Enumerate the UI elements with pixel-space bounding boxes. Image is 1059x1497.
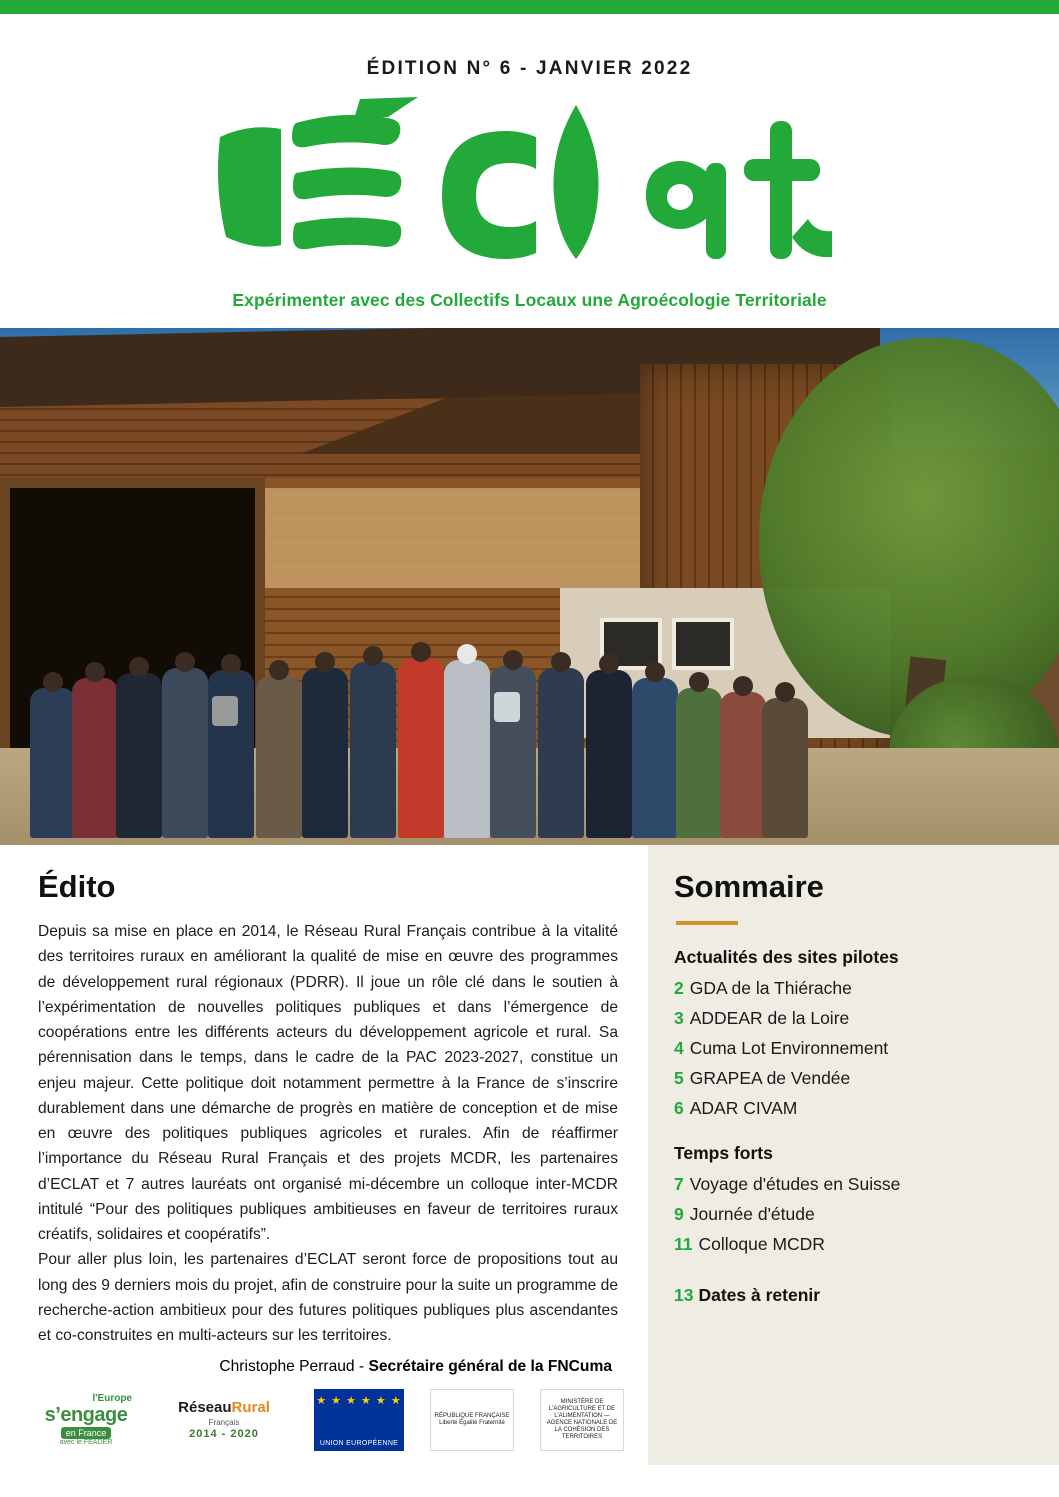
photo-person-head <box>315 652 335 672</box>
sommaire-section-actualites <box>674 947 1035 1119</box>
entry-label: ADDEAR de la Loire <box>689 1008 850 1028</box>
tagline: Expérimenter avec des Collectifs Locaux une Agroécologie Territoriale <box>232 290 827 310</box>
list-item[interactable] <box>674 1068 1035 1089</box>
entry-label: Dates à retenir <box>698 1285 821 1305</box>
photo-person <box>162 668 208 838</box>
top-green-bar <box>0 0 1059 14</box>
masthead <box>0 14 1059 311</box>
logo-eu-text: UNION EUROPÉENNE <box>319 1439 399 1447</box>
photo-person <box>72 678 118 838</box>
page-number: 3 <box>674 1008 684 1028</box>
sommaire-section-heading: Actualités des sites pilotes <box>674 947 899 967</box>
photo-person <box>350 662 396 838</box>
photo-person-head <box>503 650 523 670</box>
entry-label: GRAPEA de Vendée <box>689 1068 851 1088</box>
photo-person-head <box>269 660 289 680</box>
photo-person-head <box>733 676 753 696</box>
logo-europe-line2: s’engage <box>44 1404 128 1427</box>
photo-backpack <box>494 692 520 722</box>
eclat-logo-svg <box>210 97 850 282</box>
photo-person <box>538 668 584 838</box>
list-item[interactable] <box>674 1174 1035 1195</box>
page-number: 2 <box>674 978 684 998</box>
photo-person <box>632 678 678 838</box>
logo-rr-line1: RéseauRural <box>178 1399 270 1417</box>
sommaire-section-temps-forts <box>674 1143 1035 1255</box>
photo-person <box>208 670 254 838</box>
logo-reseau-rural <box>160 1389 288 1451</box>
signature-name: Christophe Perraud - <box>219 1358 369 1376</box>
photo-person-head <box>411 642 431 662</box>
sommaire-list-temps-forts <box>674 1174 1035 1255</box>
sommaire-list-actualites <box>674 978 1035 1119</box>
entry-label: Colloque MCDR <box>698 1234 825 1254</box>
logo-republique-francaise <box>430 1389 514 1451</box>
logo-europe-line1: l'Europe <box>92 1392 132 1404</box>
entry-label: ADAR CIVAM <box>689 1098 798 1118</box>
page-number: 9 <box>674 1204 684 1224</box>
sommaire-section-heading: Temps forts <box>674 1143 773 1163</box>
page-number: 13 <box>674 1285 694 1305</box>
signature-role: Secrétaire général de la FNCuma <box>368 1358 612 1376</box>
list-item[interactable] <box>674 978 1035 999</box>
photo-person <box>444 660 490 838</box>
photo-backpack <box>212 696 238 726</box>
logo-union-europeenne <box>314 1389 404 1451</box>
edito-title: Édito <box>38 869 116 904</box>
photo-person-head <box>551 652 571 672</box>
footer-logos <box>38 1389 624 1451</box>
photo-person <box>302 668 348 838</box>
edito-paragraph-2: Pour aller plus loin, les partenaires d’ECLAT seront force de propositions tout au long des 9 derniers mois du projet, afin de construire pour la suite un programme de recherche-action ambitieux pour des futures politiques publiques plus ascendantes et co-construites en multi-acteurs sur les territoires. <box>38 1251 618 1344</box>
logo-europe-feader <box>38 1389 134 1451</box>
edito-paragraph-1: Depuis sa mise en place en 2014, le Réseau Rural Français contribue à la vitalité des territoires ruraux en améliorant la qualité de mise en œuvre des programmes de développement rural régionaux (PDRR). Il joue un rôle clé dans le soutien à l’expérimentation de nouvelles politiques publiques et dans l’émergence de coopérations entre les différents acteurs du développement agricole et rural. Sa pérennisation dans le temps, dans le cadre de la PAC 2023-2027, constitue un enjeu majeur. Cette politique doit notamment permettre à la France de s’inscrire durablement dans une démarche de progrès en matière de conception et de mise en œuvre des politiques publiques agricoles et rurales. Afin de réaffirmer l’importance du Réseau Rural Français et des projets MCDR, les partenaires d’ECLAT et 7 autres lauréats ont organisé mi-décembre un colloque inter-MCDR intitulé “Pour des politiques publiques ambitieuses en faveur de territoires ruraux créatifs, solidaires et coopératifs”. <box>38 923 618 1243</box>
entry-label: Voyage d'études en Suisse <box>689 1174 901 1194</box>
photo-person-head <box>775 682 795 702</box>
photo-person <box>586 670 632 838</box>
photo-person-head <box>129 657 149 677</box>
entry-label: Journée d'étude <box>689 1204 815 1224</box>
sommaire-column <box>648 845 1059 1465</box>
photo-person-head <box>221 654 241 674</box>
content-area <box>0 845 1059 1465</box>
photo-crowd <box>20 628 820 838</box>
page-number: 4 <box>674 1038 684 1058</box>
sommaire-final-entry[interactable] <box>674 1285 1035 1306</box>
edito-signature <box>38 1358 618 1376</box>
photo-person-head <box>599 654 619 674</box>
cover-photo <box>0 328 1059 845</box>
photo-person-head <box>43 672 63 692</box>
page-number: 11 <box>674 1234 693 1254</box>
entry-label: Cuma Lot Environnement <box>689 1038 889 1058</box>
photo-person <box>720 692 766 838</box>
list-item[interactable] <box>674 1098 1035 1119</box>
photo-person-head <box>363 646 383 666</box>
edito-column <box>0 845 648 1465</box>
photo-person-head <box>85 662 105 682</box>
logo-europe-line4: avec le FEADER <box>59 1439 113 1447</box>
photo-person <box>256 676 302 838</box>
photo-person-head <box>457 644 477 664</box>
list-item[interactable] <box>674 1008 1035 1029</box>
logo-rr-line2: Français <box>208 1417 240 1427</box>
logo-gov-text: RÉPUBLIQUE FRANÇAISE Liberté Égalité Fraternité <box>434 1413 510 1426</box>
logo-europe-line3: en France <box>61 1427 112 1439</box>
page-number: 5 <box>674 1068 684 1088</box>
logo-ministry-text: MINISTÈRE DE L'AGRICULTURE ET DE L'ALIMENTATION — AGENCE NATIONALE DE LA COHÉSION DES TERRITOIRES <box>546 1399 618 1440</box>
logo-rr-line3: 2014 - 2020 <box>189 1427 259 1440</box>
sommaire-title: Sommaire <box>674 869 824 904</box>
list-item[interactable] <box>674 1234 1035 1255</box>
photo-person <box>490 666 536 838</box>
page-number: 6 <box>674 1098 684 1118</box>
photo-person <box>676 688 722 838</box>
eclat-logo <box>0 94 1059 284</box>
sommaire-divider <box>676 921 738 925</box>
photo-person <box>116 673 162 838</box>
photo-person-head <box>645 662 665 682</box>
edition-label: ÉDITION N° 6 - JANVIER 2022 <box>366 58 693 79</box>
list-item[interactable] <box>674 1038 1035 1059</box>
page-number: 7 <box>674 1174 684 1194</box>
entry-label: GDA de la Thiérache <box>689 978 852 998</box>
photo-person <box>762 698 808 838</box>
photo-person-head <box>689 672 709 692</box>
photo-person <box>398 658 444 838</box>
photo-person-head <box>175 652 195 672</box>
list-item[interactable] <box>674 1204 1035 1225</box>
eu-stars-icon: ★ ★ ★ ★ ★ ★ <box>316 1395 402 1407</box>
logo-ministere-agriculture <box>540 1389 624 1451</box>
photo-person <box>30 688 76 838</box>
